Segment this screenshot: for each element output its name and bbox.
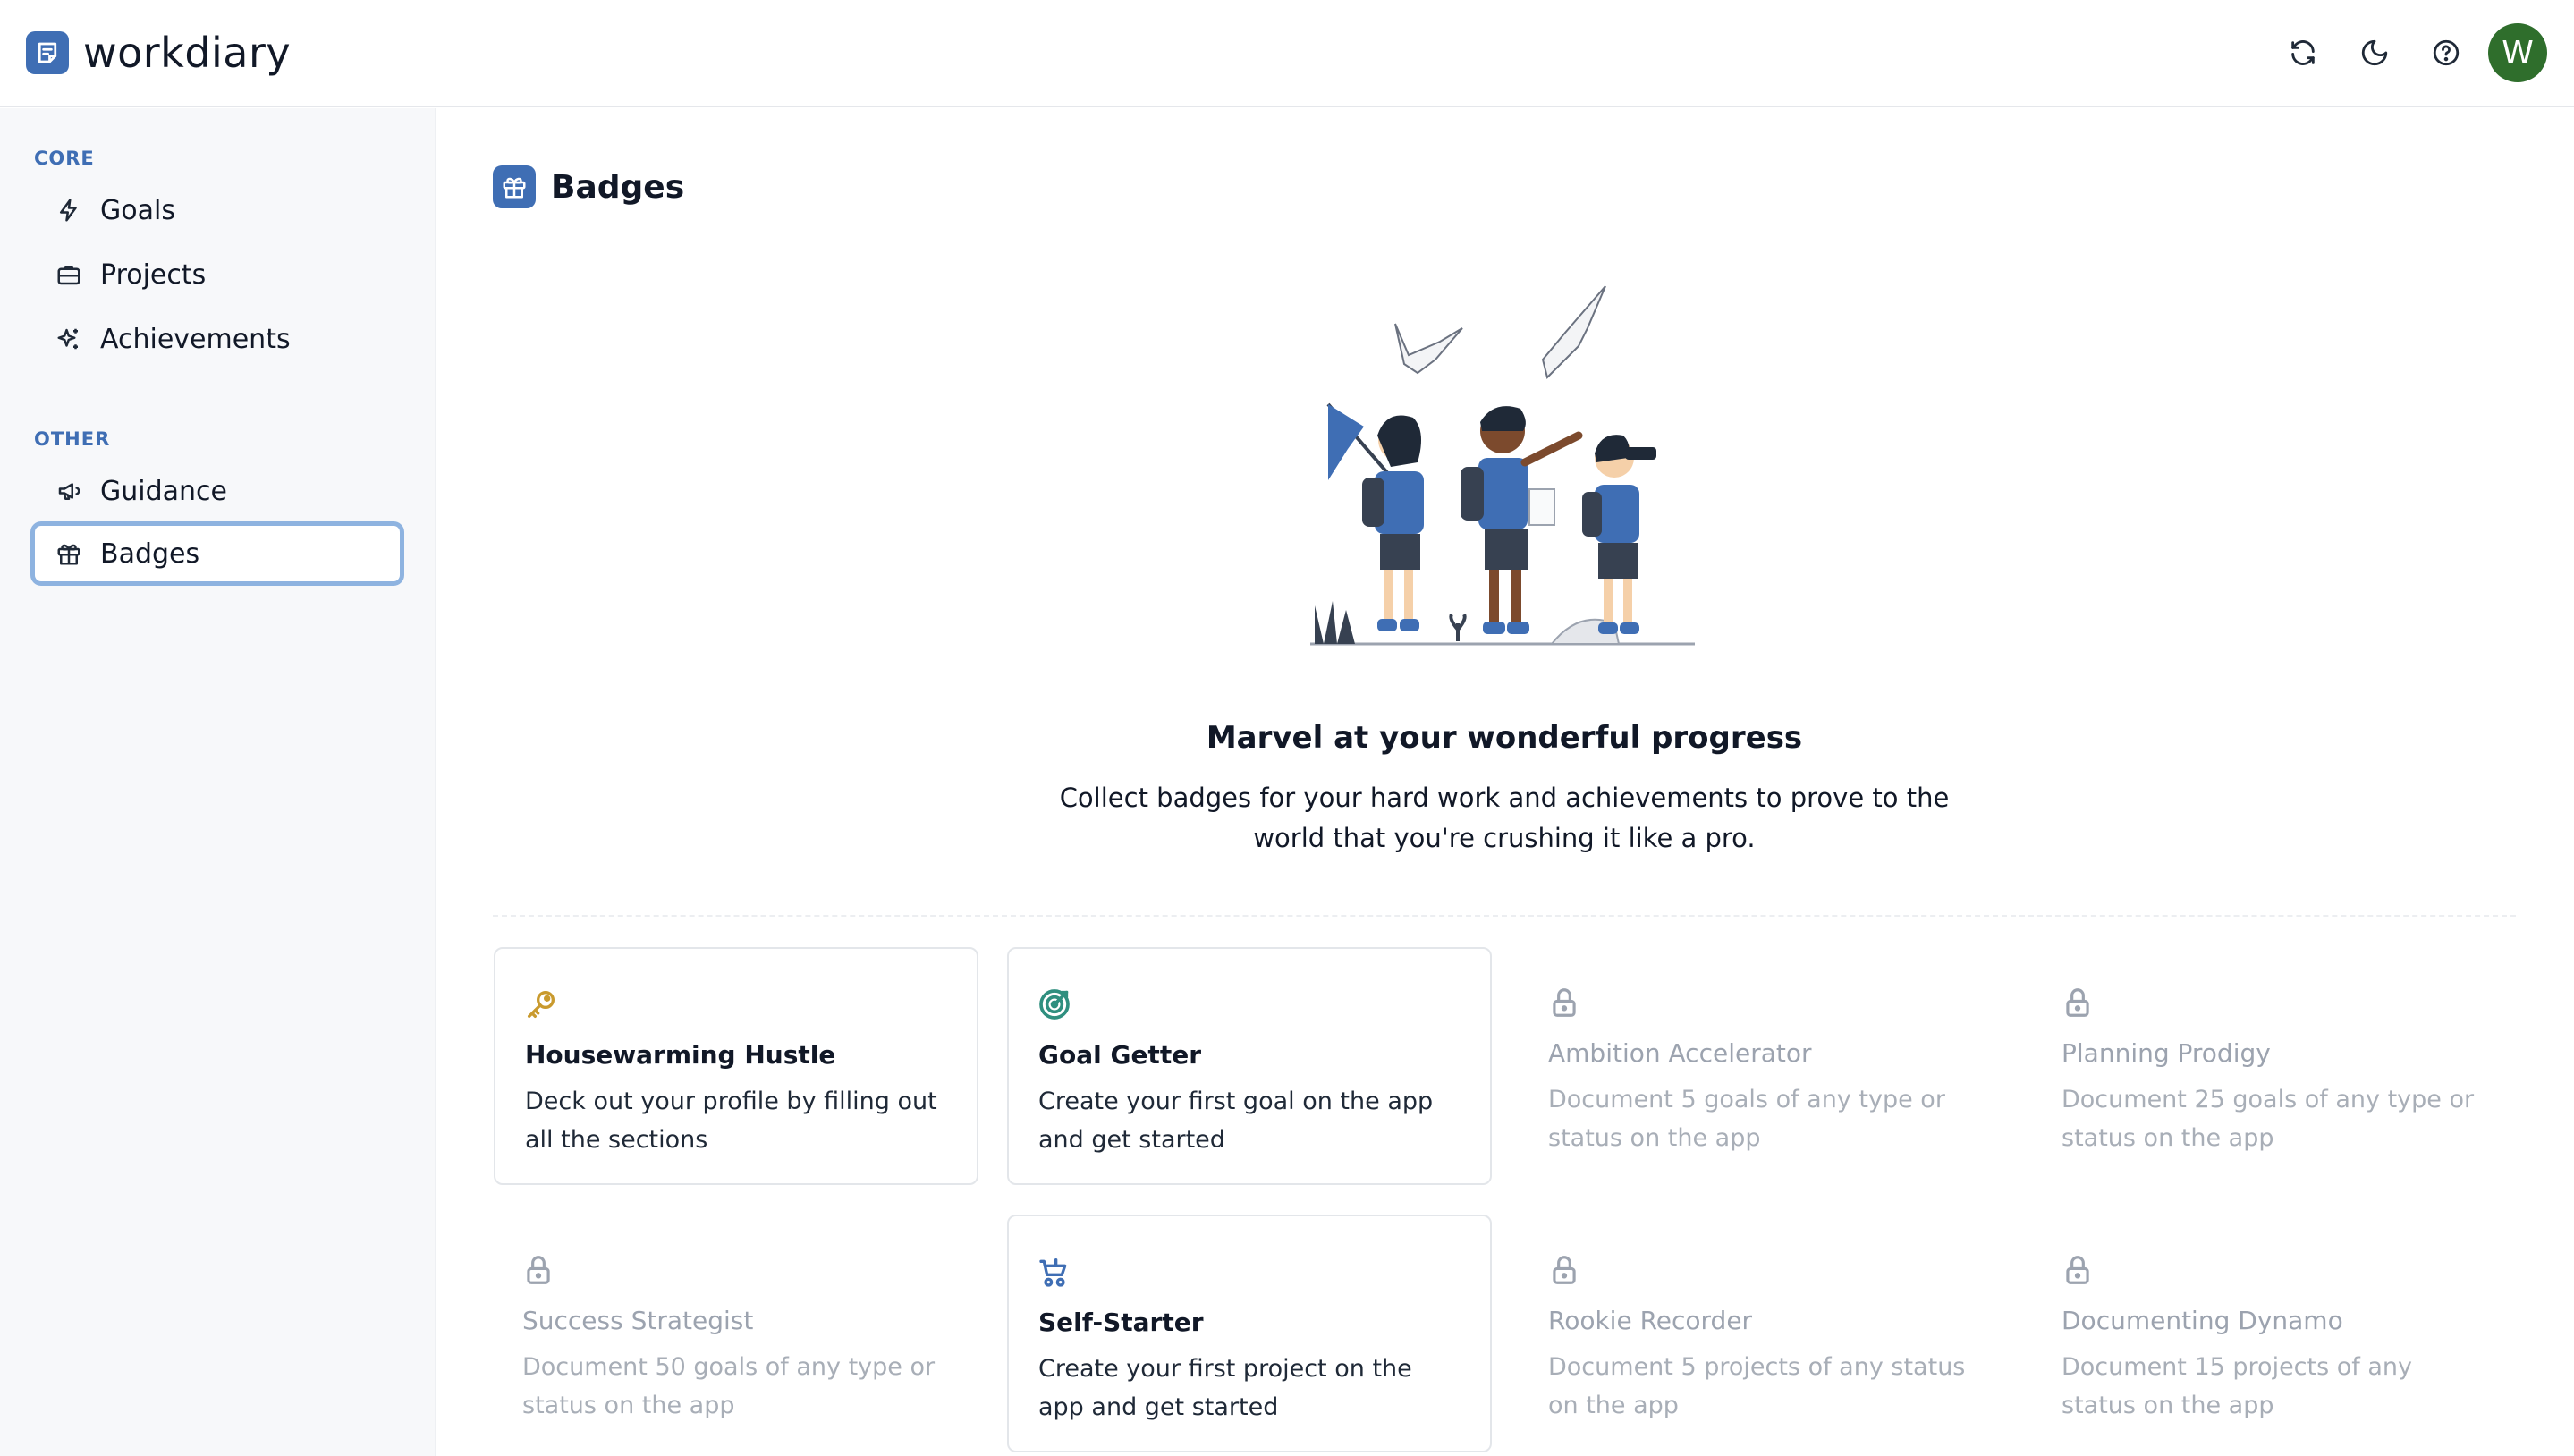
- page-title: Badges: [551, 168, 685, 206]
- badge-title: Goal Getter: [1038, 1040, 1201, 1070]
- brand[interactable]: [26, 29, 291, 77]
- moon-icon: [2359, 38, 2390, 68]
- gift-icon: [55, 540, 82, 567]
- sidebar-item-guidance[interactable]: [30, 459, 404, 523]
- lock-icon: [1545, 983, 1584, 1022]
- badge-card-ambition-accelerator[interactable]: [1520, 947, 2004, 1185]
- gift-icon: [493, 165, 536, 208]
- sidebar-section-other: OTHER: [34, 428, 111, 450]
- help-icon: [2431, 38, 2461, 68]
- badge-description: Document 5 projects of any status on the app: [1548, 1353, 1966, 1419]
- top-bar: [0, 0, 2574, 107]
- briefcase-icon: [55, 261, 82, 288]
- sidebar-item-achievements[interactable]: [30, 307, 404, 371]
- header-actions: [2261, 23, 2547, 82]
- section-divider: [493, 915, 2516, 917]
- sidebar-item-label: Goals: [100, 194, 175, 226]
- badge-card-success-strategist[interactable]: [494, 1215, 978, 1452]
- badge-description: Document 25 goals of any type or status on the app: [2062, 1086, 2475, 1152]
- lightning-icon: [55, 197, 82, 224]
- refresh-button[interactable]: [2273, 23, 2333, 82]
- help-button[interactable]: [2417, 23, 2476, 82]
- badge-card-goal-getter[interactable]: [1007, 947, 1492, 1185]
- target-icon: [1035, 985, 1074, 1024]
- badge-title: Success Strategist: [522, 1306, 754, 1335]
- badge-description: Create your first project on the app and get started: [1038, 1355, 1412, 1421]
- refresh-icon: [2288, 38, 2318, 68]
- sidebar-item-badges[interactable]: [30, 521, 404, 586]
- key-icon: [521, 985, 561, 1024]
- sparkles-icon: [55, 326, 82, 352]
- badge-description: Deck out your profile by filling out all the sections: [525, 1088, 937, 1154]
- badge-card-housewarming-hustle[interactable]: [494, 947, 978, 1185]
- app-name: workdiary: [83, 29, 292, 77]
- lock-icon: [2058, 1250, 2097, 1290]
- sidebar-item-label: Achievements: [100, 323, 291, 355]
- sidebar-item-projects[interactable]: [30, 242, 404, 307]
- lock-icon: [2058, 983, 2097, 1022]
- stroller-icon: [1035, 1252, 1074, 1291]
- sidebar-item-label: Projects: [100, 258, 207, 291]
- badge-title: Housewarming Hustle: [525, 1040, 836, 1070]
- badge-description: Create your first goal on the app and get started: [1038, 1088, 1434, 1154]
- badge-title: Ambition Accelerator: [1548, 1038, 1812, 1068]
- hero-description: Collect badges for your hard work and achievements to prove to the world that you're crushing it like a pro.: [1059, 783, 1950, 853]
- badge-card-self-starter[interactable]: [1007, 1215, 1492, 1452]
- page-header: [493, 165, 684, 208]
- badge-description: Document 15 projects of any status on the app: [2062, 1353, 2413, 1419]
- badge-description: Document 50 goals of any type or status on the app: [522, 1353, 936, 1419]
- badge-title: Self-Starter: [1038, 1308, 1204, 1337]
- sidebar: [0, 108, 436, 1456]
- sidebar-item-label: Badges: [100, 538, 200, 570]
- megaphone-icon: [55, 478, 82, 504]
- sidebar-section-core: CORE: [34, 148, 95, 169]
- explorers-illustration: [1310, 279, 1695, 655]
- badge-title: Documenting Dynamo: [2062, 1306, 2343, 1335]
- sidebar-item-label: Guidance: [100, 475, 227, 507]
- badge-title: Rookie Recorder: [1548, 1306, 1753, 1335]
- lock-icon: [519, 1250, 558, 1290]
- badge-card-rookie-recorder[interactable]: [1520, 1215, 2004, 1452]
- badge-card-planning-prodigy[interactable]: [2033, 947, 2518, 1185]
- hero-title: Marvel at your wonderful progress: [1206, 720, 1803, 756]
- badge-description: Document 5 goals of any type or status on the app: [1548, 1086, 1945, 1152]
- user-avatar[interactable]: W: [2488, 23, 2547, 82]
- sidebar-item-goals[interactable]: [30, 178, 404, 242]
- badge-title: Planning Prodigy: [2062, 1038, 2271, 1068]
- app-logo-icon: [26, 31, 69, 74]
- badge-card-documenting-dynamo[interactable]: [2033, 1215, 2518, 1452]
- lock-icon: [1545, 1250, 1584, 1290]
- dark-mode-button[interactable]: [2345, 23, 2404, 82]
